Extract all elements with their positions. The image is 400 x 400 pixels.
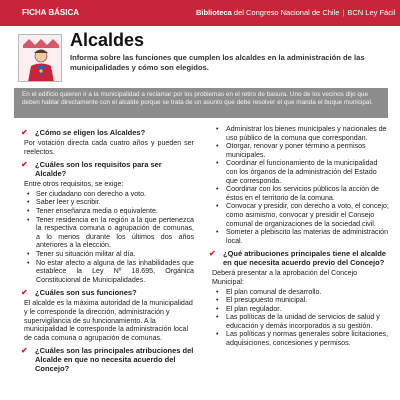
question-text: ¿Qué atribuciones principales tiene el alcalde en que necesita acuerdo previo del Concejo? [223,249,386,268]
answer-text: El alcalde es la máxima autoridad de la municipalidad y le corresponde la dirección, administración y supervigilancia de su funcionamiento. A la municipalidad le corresponde la administración local de cada comuna o agrupación de comunas. [24,299,193,342]
question-heading [209,249,390,268]
list-item: • Saber leer y escribir. [24,198,194,207]
check-icon: ✔ [21,346,28,356]
question-heading [21,346,194,374]
list-item: • Tener residencia en la región a la que pertenezca la respectiva comuna o agrupación de comunas, a lo menos durante los últimos dos años anteriores a la elección. [24,216,194,250]
list-item: • Otorgar, renovar y poner término a permisos municipales. [212,142,390,159]
question-heading [21,288,194,298]
council-approval-list [212,288,390,348]
brand-name: del Congreso Nacional de Chile [231,8,340,17]
list-item: • El plan comunal de desarrollo. [212,288,390,297]
list-item: • Ser ciudadano con derecho a voto. [24,190,194,199]
list-item: • Coordinar el funcionamiento de la municipalidad con los órganos de la administración del Estado que corresponda. [212,159,390,185]
list-item: • El presupuesto municipal. [212,296,390,305]
list-item: • Tener su situación militar al día. [24,250,194,259]
list-item: • Coordinar con los servicios públicos la acción de éstos en el territorio de la comuna. [212,185,390,202]
mayor-illustration-icon [18,34,62,82]
brand-text [196,8,395,17]
check-icon: ✔ [21,160,28,170]
page-subtitle: Informa sobre las funciones que cumplen los alcaldes en la administración de las municipalidades y cómo son elegidos. [70,53,365,72]
list-item: • Las políticas y normas generales sobre licitaciones, adquisiciones, concesiones y permisos. [212,330,390,347]
list-item: • No estar afecto a alguna de las inhabilidades que establece la Ley Nº 18.695, Orgánica Constitucional de Municipalidades. [24,259,194,285]
header-bar [0,0,400,26]
question-text: ¿Cómo se eligen los Alcaldes? [35,128,146,137]
question-heading [21,128,194,137]
check-icon: ✔ [209,249,216,259]
left-column [21,124,194,374]
right-column [209,124,390,348]
answer-text: Entre otros requisitos, se exige: [24,180,124,189]
list-item: • Someter a plebiscito las materias de administración local. [212,228,390,245]
list-item: • Administrar los bienes municipales y nacionales de uso público de la comuna que correspondan. [212,125,390,142]
intro-box: En el edificio quieren ir a la municipalidad a reclamar por los problemas en el retiro de basura. Uno de los vecinos dijo que deben hablar directamente con el alcalde porque se trata de un asunto que debe resolver el que manda el buque municipal. [14,88,388,118]
attributions-list [212,125,390,245]
answer-text: Deberá presentar a la aprobación del Concejo Municipal: [212,269,358,286]
list-item: • Las políticas de la unidad de servicios de salud y educación y demás incorporados a su gestión. [212,313,390,330]
question-text: ¿Cuáles son sus funciones? [35,288,137,298]
answer-text: Por votación directa cada cuatro años y pueden ser reelectos. [24,139,194,156]
doc-type-tag: FICHA BÁSICA [0,0,120,26]
check-icon: ✔ [21,128,28,137]
brand-bold: Biblioteca [196,8,232,17]
requirements-list [24,190,194,285]
list-item: • El plan regulador. [212,305,390,314]
list-item: • Tener enseñanza media o equivalente. [24,207,194,216]
question-heading [21,160,194,179]
page-title: Alcaldes [70,30,145,50]
question-text: ¿Cuáles son los requisitos para ser Alcalde? [35,160,162,179]
brand-separator: | [342,8,345,17]
brand-right: BCN Ley Fácil [347,8,396,17]
list-item: • Convocar y presidir, con derecho a voto, el concejo; como asimismo, convocar y presidir el Consejo comunal de organizaciones de la sociedad civil. [212,202,390,228]
question-text: ¿Cuáles son las principales atribuciones del Alcalde en que no necesita acuerdo del Concejo? [35,346,194,374]
check-icon: ✔ [21,288,28,298]
